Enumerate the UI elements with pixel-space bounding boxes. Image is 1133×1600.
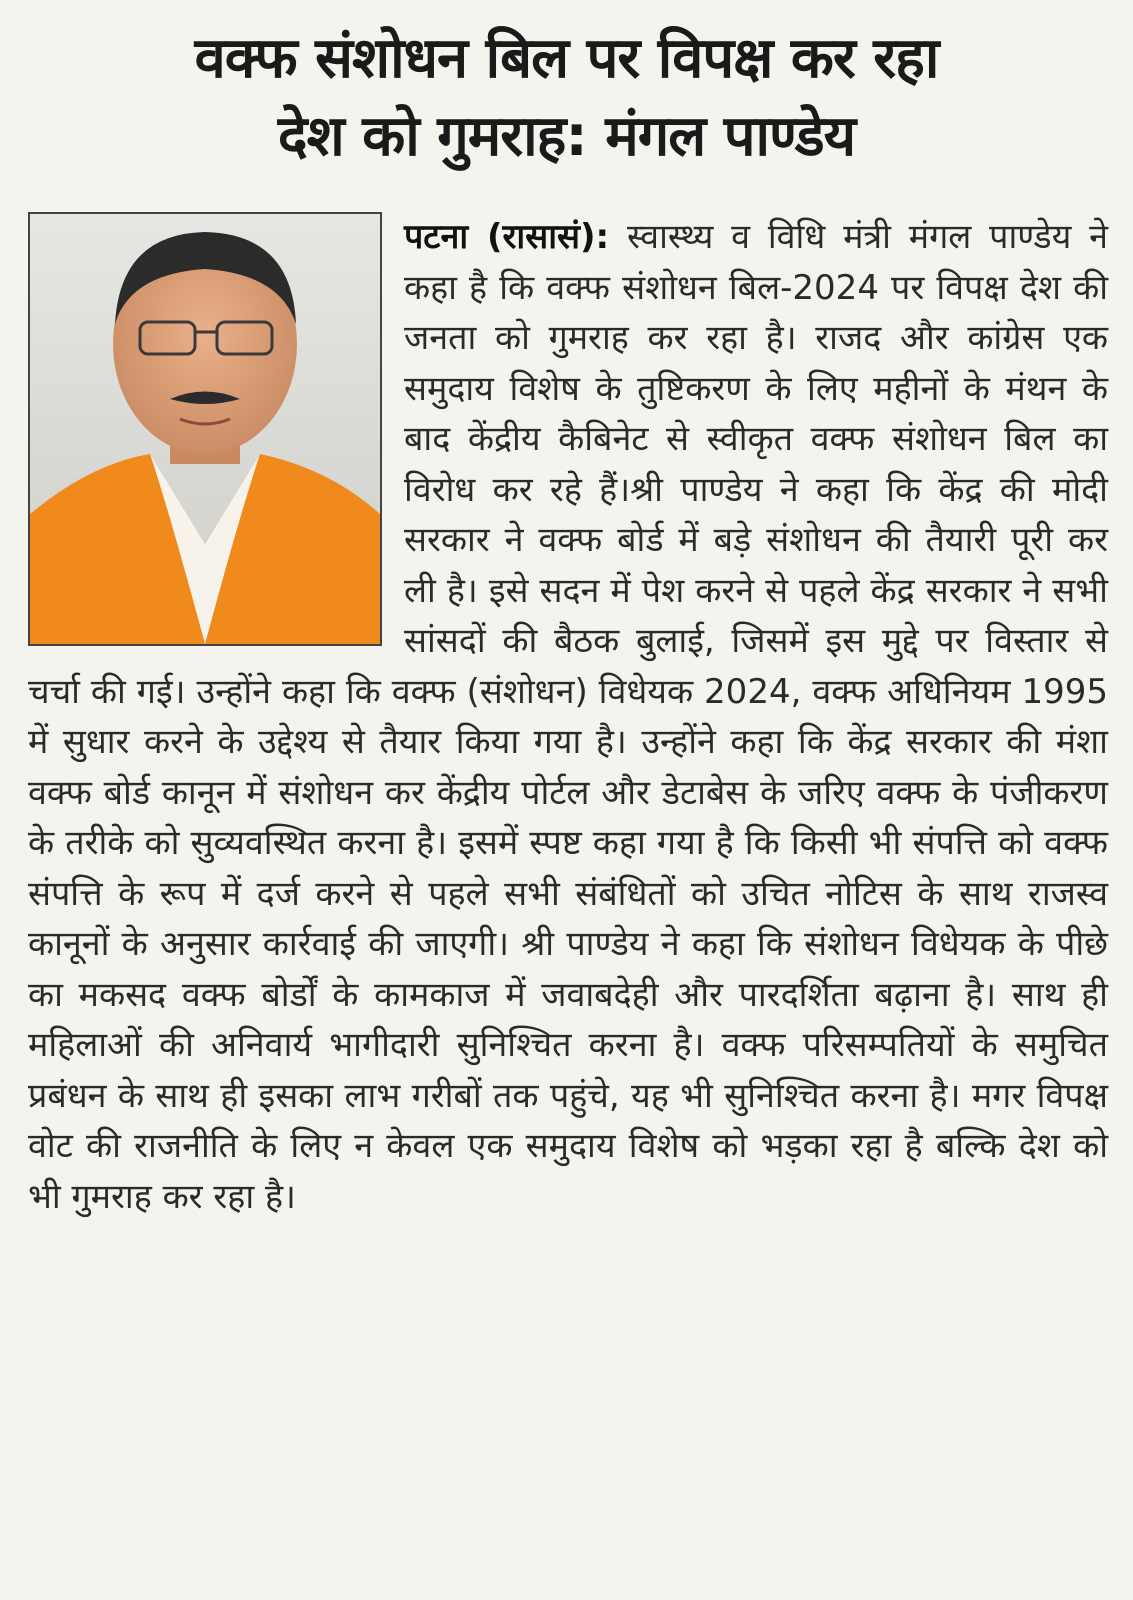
article-text: स्वास्थ्य व विधि मंत्री मंगल पाण्डेय ने कहा है कि वक्फ संशोधन बिल-2024 पर विपक्ष देश की जनता को गुमराह कर रहा है। राजद और कांग्रेस एक समुदाय विशेष के तुष्टिकरण के लिए महीनों के मंथन के बाद केंद्रीय कैबिनेट से स्वीकृत वक्फ संशोधन बिल का विरोध कर रहे हैं।श्री पाण्डेय ने कहा कि केंद्र की मोदी सरकार ने वक्फ बोर्ड में बड़े संशोधन की तैयारी पूरी कर ली है। इसे सदन में पेश करने से पहले केंद्र सरकार ने सभी सांसदों की बैठक बुलाई, जिसमें इस मुद्दे पर विस्तार से चर्चा की गई। उन्होंने कहा कि वक्फ (संशोधन) विधेयक 2024, वक्फ अधिनियम 1995 में सुधार करने के उद्देश्य से तैयार किया गया है। उन्होंने कहा कि केंद्र सरकार की मंशा वक्फ बोर्ड कानून में संशोधन कर केंद्रीय पोर्टल और डेटाबेस के जरिए वक्फ के पंजीकरण के तरीके को सुव्यवस्थित करना है। इसमें स्पष्ट कहा गया है कि किसी भी संपत्ति को वक्फ संपत्ति के रूप में दर्ज करने से पहले सभी संबंधितों को उचित नोटिस के साथ राजस्व कानूनों के अनुसार कार्रवाई की जाएगी। श्री पाण्डेय ने कहा कि संशोधन विधेयक के पीछे का मकसद वक्फ बोर्डों के कामकाज में जवाबदेही और पारदर्शिता बढ़ाना है। साथ ही महिलाओं की अनिवार्य भागीदारी सुनिश्चित करना है। वक्फ परिसम्पतियों के समुचित प्रबंधन के साथ ही इसका लाभ गरीबों तक पहुंचे, यह भी सुनिश्चित करना है। मगर विपक्ष वोट की राजनीति के लिए न केवल एक समुदाय विशेष को भड़का रहा है बल्कि देश को भी गुमराह कर रहा है। [28, 217, 1108, 1217]
portrait-illustration [30, 214, 380, 644]
headline [0, 0, 1133, 176]
headline-line-1: वक्फ संशोधन बिल पर विपक्ष कर रहा [194, 26, 939, 91]
dateline: पटना (रासासं): [404, 217, 610, 257]
headline-line-2: देश को गुमराह: मंगल पाण्डेय [277, 104, 856, 169]
portrait-photo [28, 212, 382, 646]
article-body [28, 212, 1108, 1222]
